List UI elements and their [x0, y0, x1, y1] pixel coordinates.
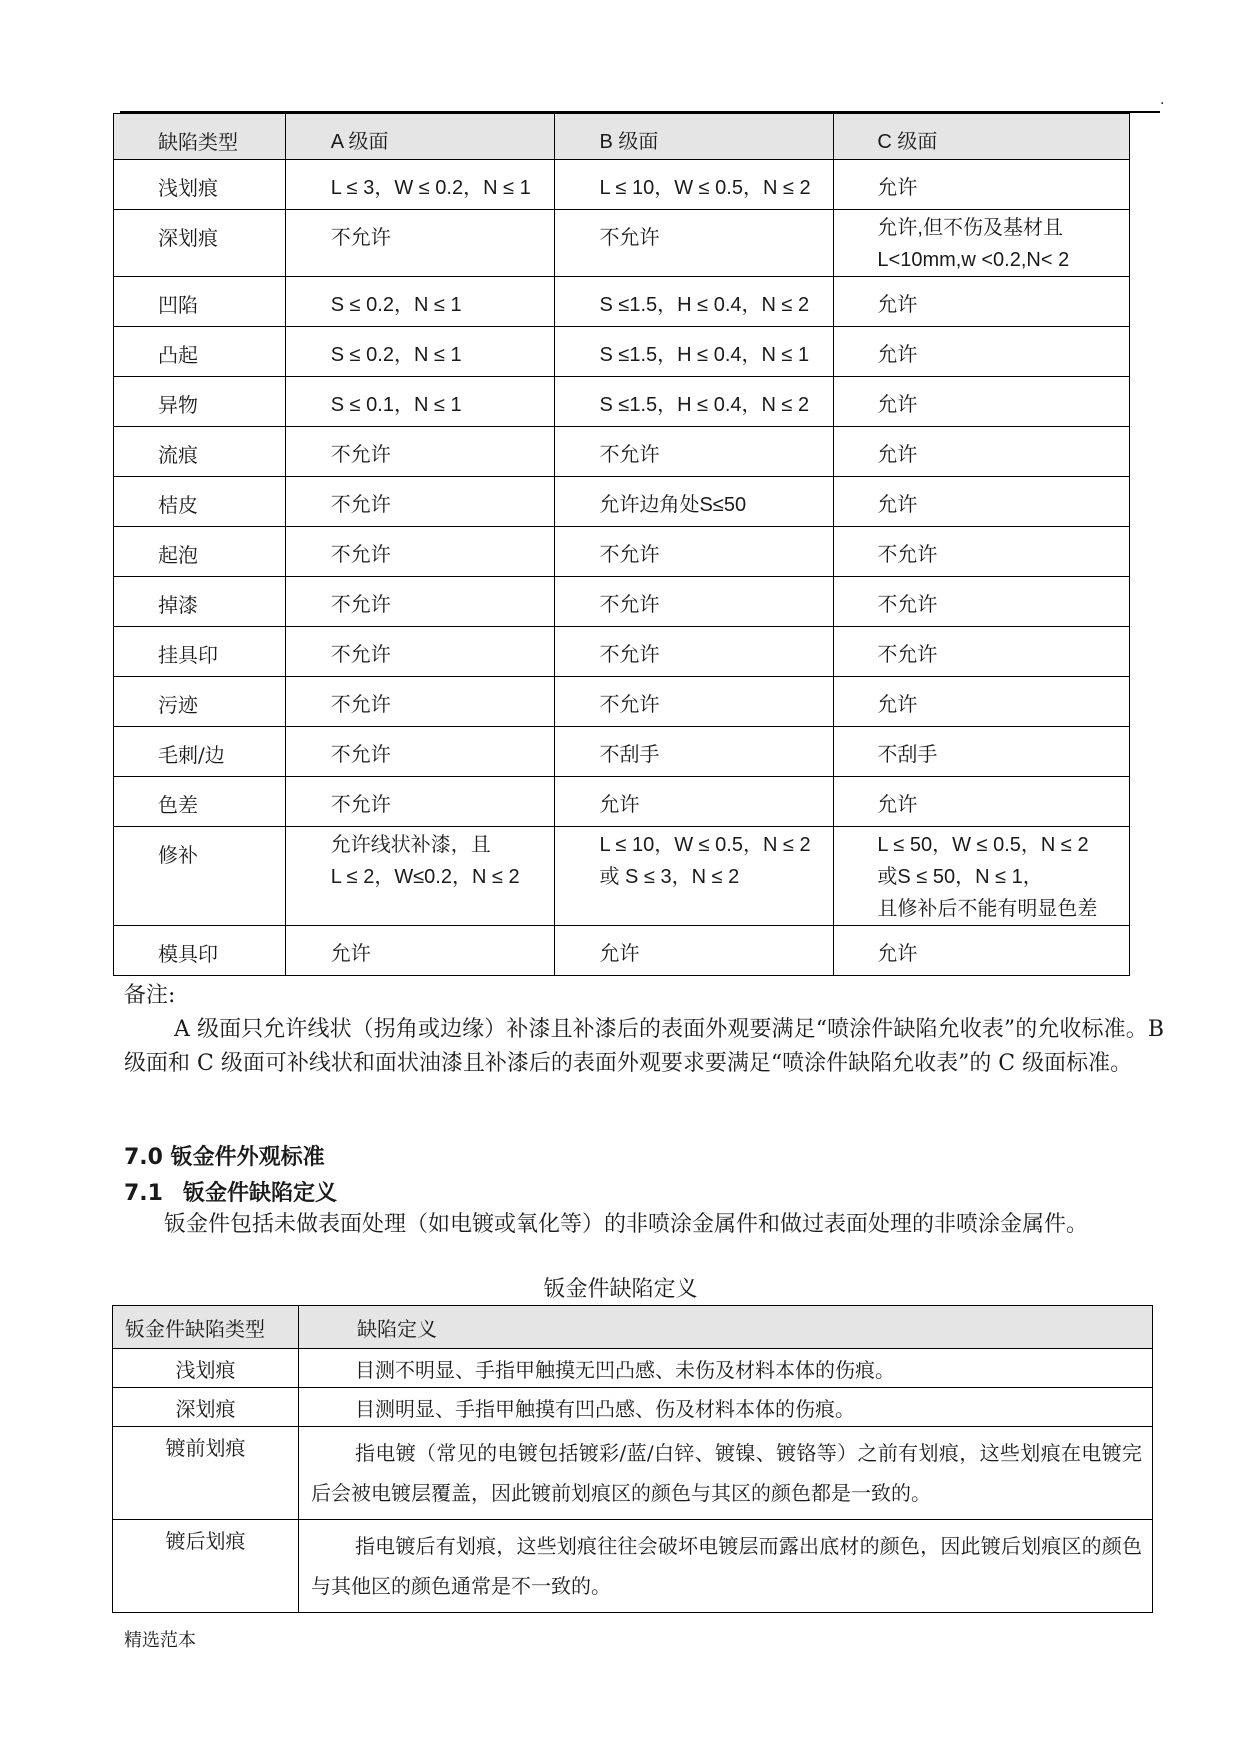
grade-b-cell-text: S ≤1.5，H ≤ 0.4，N ≤ 1 [599, 344, 810, 366]
defect-type-cell [114, 427, 286, 477]
table-row [114, 926, 1130, 976]
grade-a-cell [285, 827, 554, 926]
defect-type-cell-text: 桔皮 [158, 493, 198, 517]
defect-definition-cell: 目测不明显、手指甲触摸无凹凸感、未伤及材料本体的伤痕。 [299, 1349, 1153, 1388]
table-row [114, 777, 1130, 827]
grade-c-cell [834, 677, 1130, 727]
table-row [114, 527, 1130, 577]
grade-c-cell [834, 577, 1130, 627]
grade-a-cell [285, 277, 554, 327]
grade-c-cell-text: 允许 [877, 444, 918, 466]
section-number: 7.1 [124, 1181, 163, 1206]
grade-b-cell [554, 427, 834, 477]
grade-c-cell-text: 不刮手 [877, 744, 938, 766]
defect-type-cell [114, 827, 286, 926]
defect-type-cell [114, 477, 286, 527]
defect-type-cell-text: 凸起 [158, 343, 198, 367]
grade-b-cell-text: 不允许 [599, 444, 660, 466]
grade-b-cell-text: L ≤ 10，W ≤ 0.5，N ≤ 2 或 S ≤ 3，N ≤ 2 [599, 834, 811, 888]
grade-a-cell [285, 627, 554, 677]
grade-b-cell [554, 277, 834, 327]
table-row [114, 627, 1130, 677]
grade-c-cell [834, 727, 1130, 777]
table-row [113, 1427, 1153, 1520]
grade-a-cell [285, 777, 554, 827]
defect-type-cell-text: 毛刺/边 [158, 743, 225, 767]
grade-a-cell-text: 不允许 [330, 694, 391, 716]
defect-definition-cell: 指电镀（常见的电镀包括镀彩/蓝/白锌、镀镍、镀铬等）之前有划痕，这些划痕在电镀完后会被电镀层覆盖，因此镀前划痕区的颜色与其区的颜色都是一致的。 [299, 1427, 1153, 1520]
grade-b-cell-text: 不刮手 [599, 744, 660, 766]
grade-a-cell-text: L ≤ 3，W ≤ 0.2，N ≤ 1 [330, 177, 531, 199]
grade-a-cell-text: 不允许 [330, 544, 391, 566]
grade-c-cell-text: 不允许 [877, 594, 938, 616]
defect-type-cell-text: 污迹 [158, 693, 198, 717]
grade-a-cell [285, 377, 554, 427]
grade-b-cell [554, 577, 834, 627]
defect-type-cell [114, 727, 286, 777]
page-marker: . [1160, 92, 1165, 108]
table-row [113, 1520, 1153, 1613]
grade-a-cell [285, 677, 554, 727]
defect-type-cell [114, 327, 286, 377]
grade-a-cell [285, 577, 554, 627]
spray-defect-table [113, 113, 1130, 976]
sheet-metal-defect-table [112, 1305, 1153, 1613]
grade-a-cell [285, 210, 554, 277]
remarks-label: 备注: [124, 983, 176, 1008]
grade-a-cell-text: 不允许 [330, 794, 391, 816]
defect-type-cell [114, 277, 286, 327]
defect-type-cell-text: 浅划痕 [158, 176, 218, 200]
grade-c-cell-text: 允许 [877, 794, 918, 816]
grade-b-cell-text: 不允许 [599, 644, 660, 666]
defect-type-cell [114, 926, 286, 976]
grade-b-cell [554, 527, 834, 577]
table-row [114, 727, 1130, 777]
grade-a-cell-text: S ≤ 0.2，N ≤ 1 [330, 294, 462, 316]
grade-a-cell [285, 727, 554, 777]
grade-b-cell [554, 210, 834, 277]
grade-c-cell [834, 210, 1130, 277]
grade-c-cell-text: 允许 [877, 694, 918, 716]
defect-type-cell-text: 挂具印 [158, 643, 218, 667]
grade-c-cell-text: 允许 [877, 294, 918, 316]
sheet-defect-type-cell: 镀后划痕 [113, 1520, 299, 1613]
header-label: 缺陷类型 [158, 130, 238, 154]
grade-c-cell [834, 827, 1130, 926]
table-row [114, 827, 1130, 926]
defect-type-cell-text: 修补 [158, 843, 198, 867]
table-row [114, 327, 1130, 377]
header-grade-c [834, 114, 1130, 160]
grade-a-cell-text: 不允许 [330, 494, 391, 516]
grade-b-cell [554, 477, 834, 527]
defect-type-cell [114, 777, 286, 827]
grade-a-cell-text: 不允许 [330, 594, 391, 616]
grade-a-cell-text: S ≤ 0.2，N ≤ 1 [330, 344, 462, 366]
defect-type-cell [114, 677, 286, 727]
table-row [114, 577, 1130, 627]
table-row [114, 277, 1130, 327]
grade-c-cell-text: 允许 [877, 943, 918, 965]
grade-c-cell-text: 允许 [877, 394, 918, 416]
grade-b-cell [554, 160, 834, 210]
grade-c-cell [834, 377, 1130, 427]
grade-a-cell-text: 允许 [330, 943, 371, 965]
grade-b-cell [554, 377, 834, 427]
sheet-defect-type-cell: 镀前划痕 [113, 1427, 299, 1520]
table-row [114, 160, 1130, 210]
grade-b-cell-text: 允许 [599, 794, 640, 816]
grade-b-cell [554, 727, 834, 777]
grade-a-cell-text: 不允许 [330, 227, 391, 249]
table-caption: 钣金件缺陷定义 [543, 1277, 698, 1302]
table-row [114, 427, 1130, 477]
defect-type-cell-text: 起泡 [158, 543, 198, 567]
defect-definition-cell: 指电镀后有划痕，这些划痕往往会破坏电镀层而露出底材的颜色，因此镀后划痕区的颜色与其他区的颜色通常是不一致的。 [299, 1520, 1153, 1613]
grade-a-cell [285, 926, 554, 976]
grade-c-cell-text: 允许 [877, 494, 918, 516]
grade-c-cell [834, 160, 1130, 210]
grade-c-cell [834, 477, 1130, 527]
grade-b-cell [554, 926, 834, 976]
grade-c-cell [834, 926, 1130, 976]
footer-text: 精选范本 [124, 1630, 196, 1651]
grade-b-cell-text: S ≤1.5，H ≤ 0.4，N ≤ 2 [599, 294, 810, 316]
grade-b-cell [554, 777, 834, 827]
defect-type-cell [114, 627, 286, 677]
grade-b-cell-text: L ≤ 10，W ≤ 0.5，N ≤ 2 [599, 177, 811, 199]
table-row [114, 677, 1130, 727]
defect-definition-cell: 目测明显、手指甲触摸有凹凸感、伤及材料本体的伤痕。 [299, 1388, 1153, 1427]
grade-a-cell-text: 不允许 [330, 744, 391, 766]
remarks-body: A 级面只允许线状（拐角或边缘）补漆且补漆后的表面外观要满足“喷涂件缺陷允收表”的允收标准。B 级面和 C 级面可补线状和面状油漆且补漆后的表面外观要求要满足“喷涂件缺陷允收表”的 C 级面标准。 [124, 1017, 1164, 1076]
section-title: 钣金件缺陷定义 [182, 1181, 337, 1206]
grade-c-cell-text: 允许 [877, 177, 918, 199]
grade-c-cell [834, 427, 1130, 477]
header-sheet-defect-type: 钣金件缺陷类型 [113, 1306, 299, 1349]
grade-b-cell [554, 627, 834, 677]
grade-c-cell [834, 327, 1130, 377]
section-intro: 钣金件包括未做表面处理（如电镀或氧化等）的非喷涂金属件和做过表面处理的非喷涂金属件。 [164, 1212, 1089, 1237]
defect-type-cell-text: 色差 [158, 793, 198, 817]
header-grade-b [554, 114, 834, 160]
grade-b-cell-text: 不允许 [599, 544, 660, 566]
defect-type-cell [114, 377, 286, 427]
header-label: A 级面 [330, 131, 389, 153]
grade-b-cell-text: 不允许 [599, 694, 660, 716]
table-row [114, 210, 1130, 277]
grade-c-cell-text: 允许,但不伤及基材且 L<10mm,w <0.2,N< 2 [877, 217, 1070, 271]
section-7-1-heading [124, 1176, 337, 1207]
defect-type-cell-text: 深划痕 [158, 226, 218, 250]
grade-c-cell [834, 627, 1130, 677]
grade-b-cell [554, 677, 834, 727]
grade-b-cell [554, 827, 834, 926]
defect-type-cell [114, 577, 286, 627]
grade-a-cell-text: S ≤ 0.1，N ≤ 1 [330, 394, 462, 416]
defect-type-cell-text: 异物 [158, 393, 198, 417]
grade-c-cell-text: 允许 [877, 344, 918, 366]
grade-c-cell-text: 不允许 [877, 544, 938, 566]
grade-a-cell [285, 427, 554, 477]
header-defect-definition: 缺陷定义 [299, 1306, 1153, 1349]
spray-defect-table-header [114, 114, 1130, 160]
grade-c-cell [834, 277, 1130, 327]
header-defect-type [114, 114, 286, 160]
defect-type-cell-text: 掉漆 [158, 593, 198, 617]
grade-a-cell [285, 477, 554, 527]
defect-type-cell [114, 527, 286, 577]
table-row [113, 1388, 1153, 1427]
defect-type-cell [114, 210, 286, 277]
sheet-defect-type-cell: 浅划痕 [113, 1349, 299, 1388]
grade-b-cell [554, 327, 834, 377]
header-label: B 级面 [599, 131, 659, 153]
grade-a-cell-text: 不允许 [330, 644, 391, 666]
grade-b-cell-text: 允许边角处S≤50 [599, 494, 747, 516]
grade-c-cell [834, 527, 1130, 577]
grade-c-cell-text: L ≤ 50，W ≤ 0.5，N ≤ 2 或S ≤ 50，N ≤ 1， 且修补后不能有明显色差 [877, 834, 1098, 920]
remarks [124, 979, 1164, 1081]
grade-a-cell [285, 327, 554, 377]
grade-c-cell-text: 不允许 [877, 644, 938, 666]
grade-b-cell-text: 允许 [599, 943, 640, 965]
grade-a-cell-text: 不允许 [330, 444, 391, 466]
grade-b-cell-text: S ≤1.5，H ≤ 0.4，N ≤ 2 [599, 394, 810, 416]
grade-a-cell-text: 允许线状补漆，且 L ≤ 2，W≤0.2，N ≤ 2 [330, 834, 520, 888]
defect-type-cell-text: 模具印 [158, 942, 218, 966]
defect-type-cell-text: 流痕 [158, 443, 198, 467]
section-7-heading: 7.0 钣金件外观标准 [124, 1145, 325, 1170]
sheet-metal-table-header [113, 1306, 1153, 1349]
table-row [113, 1349, 1153, 1388]
defect-type-cell [114, 160, 286, 210]
table-row [114, 377, 1130, 427]
defect-type-cell-text: 凹陷 [158, 293, 198, 317]
grade-c-cell [834, 777, 1130, 827]
header-grade-a [285, 114, 554, 160]
header-label: C 级面 [877, 131, 938, 153]
grade-b-cell-text: 不允许 [599, 227, 660, 249]
grade-a-cell [285, 527, 554, 577]
table-row [114, 477, 1130, 527]
sheet-defect-type-cell: 深划痕 [113, 1388, 299, 1427]
grade-b-cell-text: 不允许 [599, 594, 660, 616]
grade-a-cell [285, 160, 554, 210]
